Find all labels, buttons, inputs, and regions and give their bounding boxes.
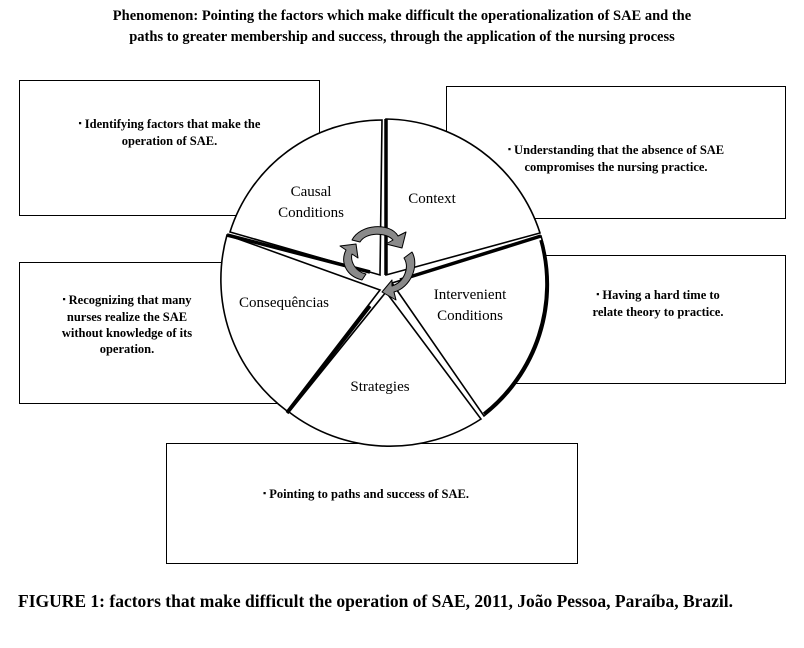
intervenient-box-line-1: Having a hard time to	[602, 288, 720, 302]
bullet-icon: ▪	[596, 289, 600, 299]
context-box-line-2: compromises the nursing practice.	[524, 160, 708, 174]
intervenient-box-line-2: relate theory to practice.	[592, 305, 724, 319]
consequences-box-line-2: nurses realize the SAE	[66, 310, 188, 324]
wheel-label-causal-line-2: Conditions	[278, 205, 344, 221]
wheel-label-intervenient-line-2: Conditions	[437, 308, 503, 324]
consequences-box-line-4: operation.	[99, 342, 155, 356]
title-line-1: Phenomenon: Pointing the factors which make difficult the operationalization of SAE and the	[112, 8, 692, 24]
context-box-line-1: Understanding that the absence of SAE	[514, 143, 725, 157]
causal-box-line-2: operation of SAE.	[121, 134, 218, 148]
wheel-label-consequences: Consequências	[239, 295, 329, 311]
consequences-box-line-1: Recognizing that many	[68, 293, 192, 307]
bullet-icon: ▪	[62, 294, 66, 304]
title-line-2: paths to greater membership and success, through the application of the nursing process	[129, 29, 675, 45]
wheel-label-intervenient-line-1: Intervenient	[433, 287, 507, 303]
consequences-box-line-3: without knowledge of its	[61, 326, 193, 340]
causal-box-line-1: Identifying factors that make the	[84, 117, 261, 131]
figure-caption: FIGURE 1: factors that make difficult the operation of SAE, 2011, João Pessoa, Paraíba, Brazil.	[18, 591, 734, 611]
wheel-label-strategies: Strategies	[350, 379, 410, 395]
wheel-label-causal-line-1: Causal	[290, 184, 332, 200]
bullet-icon: ▪	[78, 118, 82, 128]
bullet-icon: ▪	[263, 488, 267, 498]
wheel-label-context: Context	[408, 191, 456, 207]
strategies-box-line-1: Pointing to paths and success of SAE.	[269, 487, 469, 501]
bullet-icon: ▪	[507, 144, 512, 154]
